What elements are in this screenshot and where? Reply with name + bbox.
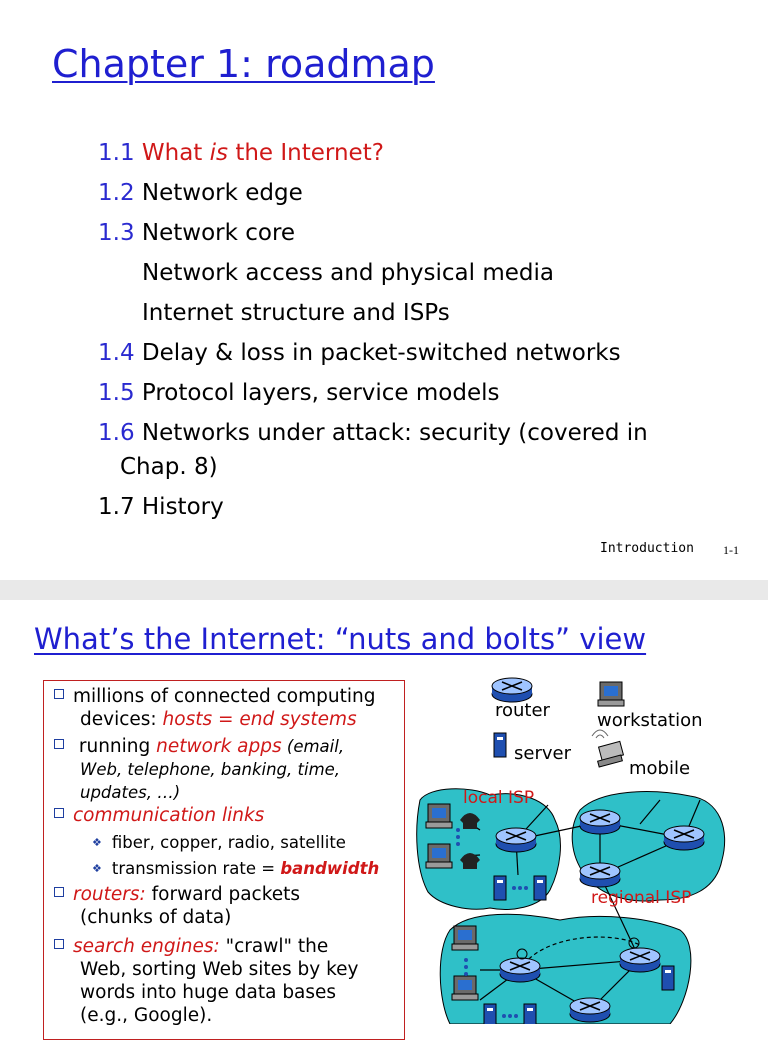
server-icon xyxy=(524,1004,536,1024)
toc-number: 1.6 xyxy=(98,420,135,446)
router-icon xyxy=(580,810,620,834)
bullet-emphasis: routers: xyxy=(73,884,146,905)
toc-text: Chap. 8) xyxy=(120,454,218,480)
slide-nuts-and-bolts xyxy=(0,600,768,1024)
workstation-icon xyxy=(426,844,452,868)
slide-title: What’s the Internet: “nuts and bolts” view xyxy=(34,622,647,656)
toc-number: 1.1 xyxy=(98,140,135,166)
bullet-text: forward packets xyxy=(145,884,301,905)
regional-isp-label: regional ISP xyxy=(591,888,692,908)
server-icon xyxy=(662,966,674,990)
toc-text: Protocol layers, service models xyxy=(141,380,500,406)
network-diagram xyxy=(0,600,768,1024)
diamond-bullet-icon: ❖ xyxy=(92,862,102,875)
mobile-icon xyxy=(592,730,623,767)
bullet-emphasis: hosts = end systems xyxy=(162,709,357,730)
bullet-text: (chunks of data) xyxy=(80,907,232,928)
legend-server-label: server xyxy=(514,743,571,764)
workstation-icon xyxy=(426,804,452,828)
legend-mobile-label: mobile xyxy=(629,758,691,779)
toc-item-1-6-continuation xyxy=(120,454,218,480)
local-isp-label: local ISP xyxy=(463,788,535,808)
toc-item-1-7 xyxy=(98,494,224,520)
bullet-text: transmission rate = xyxy=(111,859,281,878)
bullet-text: "crawl" the xyxy=(219,936,329,957)
toc-text: Networks under attack: security (covered in xyxy=(141,420,648,446)
toc-item-1-2 xyxy=(98,180,303,206)
bullet-emphasis: search engines: xyxy=(73,936,220,957)
server-icon xyxy=(484,1004,496,1024)
toc-text: Internet structure and ISPs xyxy=(142,300,450,326)
bullet-text: Web, sorting Web sites by key xyxy=(80,959,359,980)
toc-subitem-structure xyxy=(142,300,450,326)
bullet-text: words into huge data bases xyxy=(80,982,337,1003)
legend-workstation-label: workstation xyxy=(597,710,703,731)
slide-title: Chapter 1: roadmap xyxy=(52,42,435,86)
server-icon xyxy=(494,876,506,900)
toc-text: Network access and physical media xyxy=(142,260,554,286)
router-icon xyxy=(664,826,704,850)
toc-subitem-access xyxy=(142,260,554,286)
footer-page-number: 1-1 xyxy=(723,543,739,557)
bullet-text: (e.g., Google). xyxy=(80,1005,213,1026)
workstation-icon xyxy=(452,926,478,950)
slide-separator xyxy=(0,580,768,600)
bullet-emphasis: communication links xyxy=(73,805,265,826)
server-icon xyxy=(494,733,506,757)
toc-text: History xyxy=(141,494,224,520)
toc-item-1-5 xyxy=(98,380,500,406)
toc-number: 1.3 xyxy=(98,220,135,246)
toc-text-before: What xyxy=(141,140,210,166)
toc-item-1-3 xyxy=(98,220,295,246)
server-icon xyxy=(534,876,546,900)
bullet-text: Web, telephone, banking, time, xyxy=(80,760,341,779)
bullet-text: fiber, copper, radio, satellite xyxy=(111,833,346,852)
bullet-text: running xyxy=(73,736,157,757)
bullet-emphasis: bandwidth xyxy=(280,859,380,878)
router-icon xyxy=(580,863,620,887)
bullet-text: devices: xyxy=(80,709,163,730)
router-icon xyxy=(570,998,610,1022)
toc-text: Network edge xyxy=(141,180,303,206)
workstation-icon xyxy=(452,976,478,1000)
toc-number: 1.5 xyxy=(98,380,135,406)
router-icon xyxy=(496,828,536,852)
toc-number: 1.7 xyxy=(98,494,135,520)
toc-number: 1.2 xyxy=(98,180,135,206)
toc-item-1-6 xyxy=(98,420,648,446)
bullet-emphasis: network apps xyxy=(156,736,282,757)
toc-text: Network core xyxy=(141,220,296,246)
diamond-bullet-icon: ❖ xyxy=(92,836,102,849)
bullet-text: (email, xyxy=(281,737,345,756)
bullet-text: millions of connected computing xyxy=(73,686,376,707)
router-icon xyxy=(492,678,532,702)
footer-section-label: Introduction xyxy=(600,541,694,556)
toc-number: 1.4 xyxy=(98,340,135,366)
legend-router-label: router xyxy=(495,700,550,721)
workstation-icon xyxy=(598,682,624,706)
toc-text-emphasis: is xyxy=(209,140,229,166)
toc-item-1-4 xyxy=(98,340,621,366)
toc-text: Delay & loss in packet-switched networks xyxy=(141,340,621,366)
router-icon xyxy=(620,948,660,972)
bullet-text: updates, …) xyxy=(80,783,181,802)
toc-item-1-1 xyxy=(98,140,384,166)
router-icon xyxy=(500,958,540,982)
toc-text-after: the Internet? xyxy=(228,140,384,166)
